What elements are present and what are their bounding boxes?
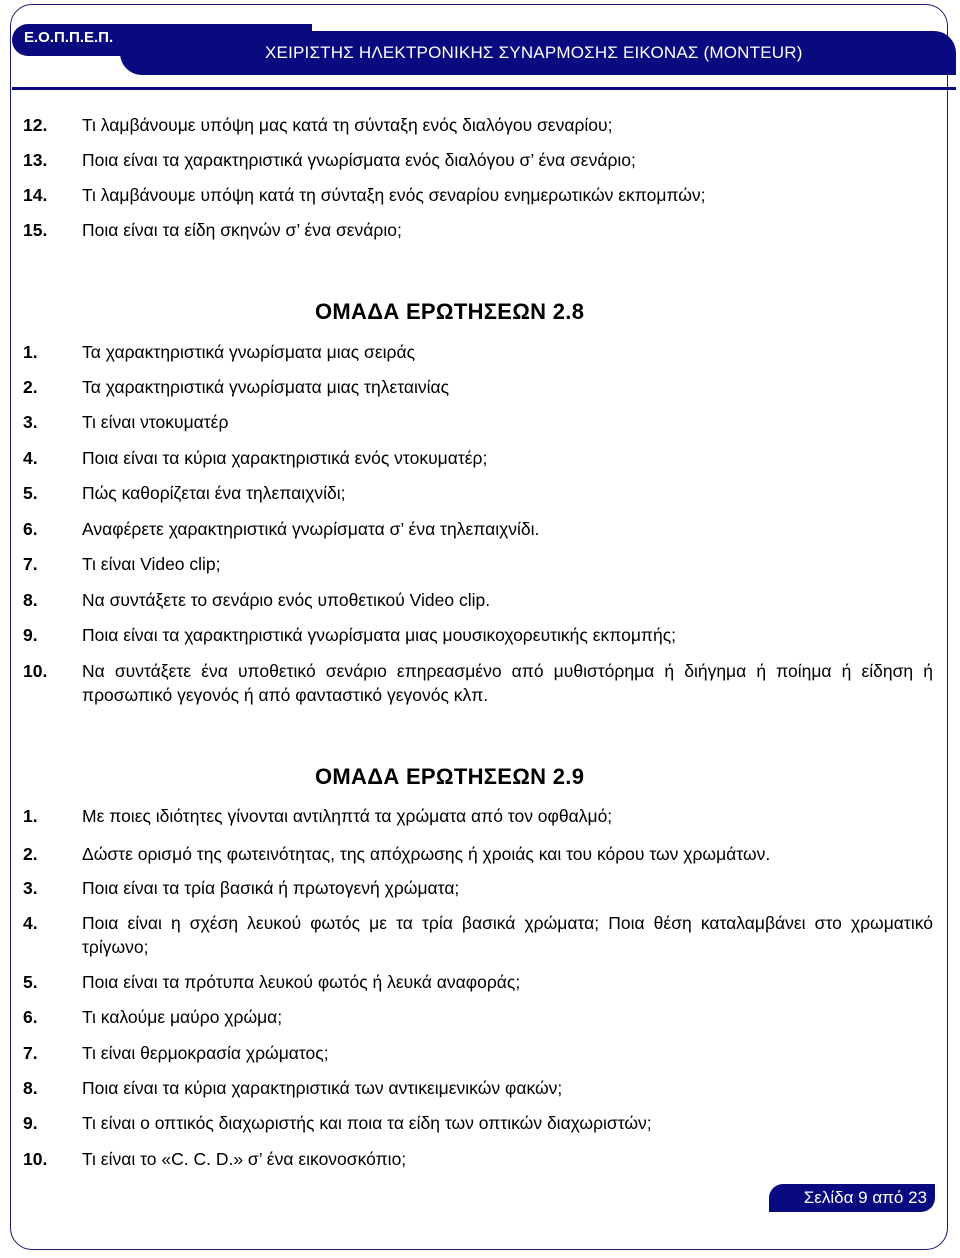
question-text: Ποια είναι τα χαρακτηριστικά γνωρίσματα μιας μουσικοχορευτικής εκπομπής; xyxy=(82,625,677,645)
list-item xyxy=(23,588,933,612)
header-title: ΧΕΙΡΙΣΤΗΣ ΗΛΕΚΤΡΟΝΙΚΗΣ ΣΥΝΑΡΜΟΣΗΣ ΕΙΚΟΝΑΣ (MONTEUR) xyxy=(265,43,803,62)
question-text: Τι είναι Video clip; xyxy=(82,554,221,574)
question-number: 2. xyxy=(23,377,38,397)
question-number: 12. xyxy=(23,115,48,135)
question-number: 1. xyxy=(23,342,38,362)
list-item xyxy=(23,148,933,172)
question-number: 10. xyxy=(23,1149,48,1169)
question-number: 3. xyxy=(23,412,38,432)
question-text: Ποια είναι τα πρότυπα λευκού φωτός ή λευκά αναφοράς; xyxy=(82,972,521,992)
question-text: Τι καλούμε μαύρο χρώμα; xyxy=(82,1007,283,1027)
question-number: 7. xyxy=(23,554,38,574)
question-text: Δώστε ορισμό της φωτεινότητας, της απόχρωσης ή χροιάς και του κόρου των χρωμάτων. xyxy=(82,844,771,864)
list-item xyxy=(23,970,933,994)
list-item xyxy=(23,804,933,828)
question-text: Τι είναι ντοκυματέρ xyxy=(82,412,229,432)
question-number: 15. xyxy=(23,220,48,240)
list-item xyxy=(23,1076,933,1100)
header-divider xyxy=(12,87,956,90)
list-item xyxy=(23,517,933,541)
list-item xyxy=(23,1147,933,1171)
question-text: Ποια είναι τα χαρακτηριστικά γνωρίσματα ενός διαλόγου σ’ ένα σενάριο; xyxy=(82,150,636,170)
question-number: 14. xyxy=(23,185,48,205)
list-item xyxy=(23,1005,933,1029)
list-item xyxy=(23,911,933,959)
question-number: 7. xyxy=(23,1043,38,1063)
question-number: 2. xyxy=(23,844,38,864)
question-number: 6. xyxy=(23,519,38,539)
question-text: Να συντάξετε το σενάριο ενός υποθετικού Video clip. xyxy=(82,590,491,610)
list-item xyxy=(23,842,933,866)
question-number: 13. xyxy=(23,150,48,170)
list-item xyxy=(23,340,933,364)
page-number: Σελίδα 9 από 23 xyxy=(803,1188,927,1207)
list-item xyxy=(23,659,933,707)
list-item xyxy=(23,1111,933,1135)
question-text: Τι λαμβάνουμε υπόψη μας κατά τη σύνταξη ενός διαλόγου σεναρίου; xyxy=(82,115,613,135)
question-text: Τα χαρακτηριστικά γνωρίσματα μιας σειράς xyxy=(82,342,416,362)
list-item xyxy=(23,1041,933,1065)
list-item xyxy=(23,375,933,399)
list-item xyxy=(23,876,933,900)
question-text: Ποια είναι τα είδη σκηνών σ’ ένα σενάριο; xyxy=(82,220,402,240)
question-text: Ποια είναι η σχέση λευκού φωτός με τα τρία βασικά χρώματα; Ποια θέση καταλαμβάνει στο χρωματικό τρίγωνο; xyxy=(82,913,933,957)
question-text: Τι είναι θερμοκρασία χρώματος; xyxy=(82,1043,329,1063)
section-title: ΟΜΑΔΑ ΕΡΩΤΗΣΕΩΝ 2.9 xyxy=(315,764,585,789)
question-text: Να συντάξετε ένα υποθετικό σενάριο επηρεασμένο από μυθιστόρημα ή διήγημα ή ποίημα ή είδηση ή προσωπικό γεγονός ή από φανταστικό γεγονός κλπ. xyxy=(82,661,933,705)
question-number: 1. xyxy=(23,806,38,826)
question-number: 8. xyxy=(23,590,38,610)
question-number: 8. xyxy=(23,1078,38,1098)
question-text: Αναφέρετε χαρακτηριστικά γνωρίσματα σ’ ένα τηλεπαιχνίδι. xyxy=(82,519,540,539)
question-text: Ποια είναι τα κύρια χαρακτηριστικά των αντικειμενικών φακών; xyxy=(82,1078,563,1098)
list-item xyxy=(23,552,933,576)
list-item xyxy=(23,113,933,137)
question-text: Πώς καθορίζεται ένα τηλεπαιχνίδι; xyxy=(82,483,346,503)
list-item xyxy=(23,410,933,434)
question-text: Τι λαμβάνουμε υπόψη κατά τη σύνταξη ενός σεναρίου ενημερωτικών εκπομπών; xyxy=(82,185,706,205)
section-title: ΟΜΑΔΑ ΕΡΩΤΗΣΕΩΝ 2.8 xyxy=(315,299,585,324)
question-number: 4. xyxy=(23,448,38,468)
question-number: 5. xyxy=(23,972,38,992)
list-item xyxy=(23,183,933,207)
question-text: Τα χαρακτηριστικά γνωρίσματα μιας τηλεταινίας xyxy=(82,377,450,397)
question-text: Τι είναι το «C. C. D.» σ’ ένα εικονοσκόπιο; xyxy=(82,1149,407,1169)
question-number: 9. xyxy=(23,1113,38,1133)
question-number: 4. xyxy=(23,913,38,933)
header-org: Ε.Ο.Π.Π.Ε.Π. xyxy=(24,29,114,46)
question-text: Τι είναι ο οπτικός διαχωριστής και ποια τα είδη των οπτικών διαχωριστών; xyxy=(82,1113,652,1133)
question-number: 9. xyxy=(23,625,38,645)
list-item xyxy=(23,218,933,242)
list-item xyxy=(23,481,933,505)
list-item xyxy=(23,623,933,647)
question-text: Ποια είναι τα κύρια χαρακτηριστικά ενός ντοκυματέρ; xyxy=(82,448,488,468)
question-text: Με ποιες ιδιότητες γίνονται αντιληπτά τα χρώματα από τον οφθαλμό; xyxy=(82,806,613,826)
question-number: 6. xyxy=(23,1007,38,1027)
page-number-badge xyxy=(769,1184,935,1212)
question-number: 3. xyxy=(23,878,38,898)
header-title-bar xyxy=(120,31,956,75)
question-text: Ποια είναι τα τρία βασικά ή πρωτογενή χρώματα; xyxy=(82,878,460,898)
question-number: 10. xyxy=(23,661,48,681)
list-item xyxy=(23,446,933,470)
question-number: 5. xyxy=(23,483,38,503)
